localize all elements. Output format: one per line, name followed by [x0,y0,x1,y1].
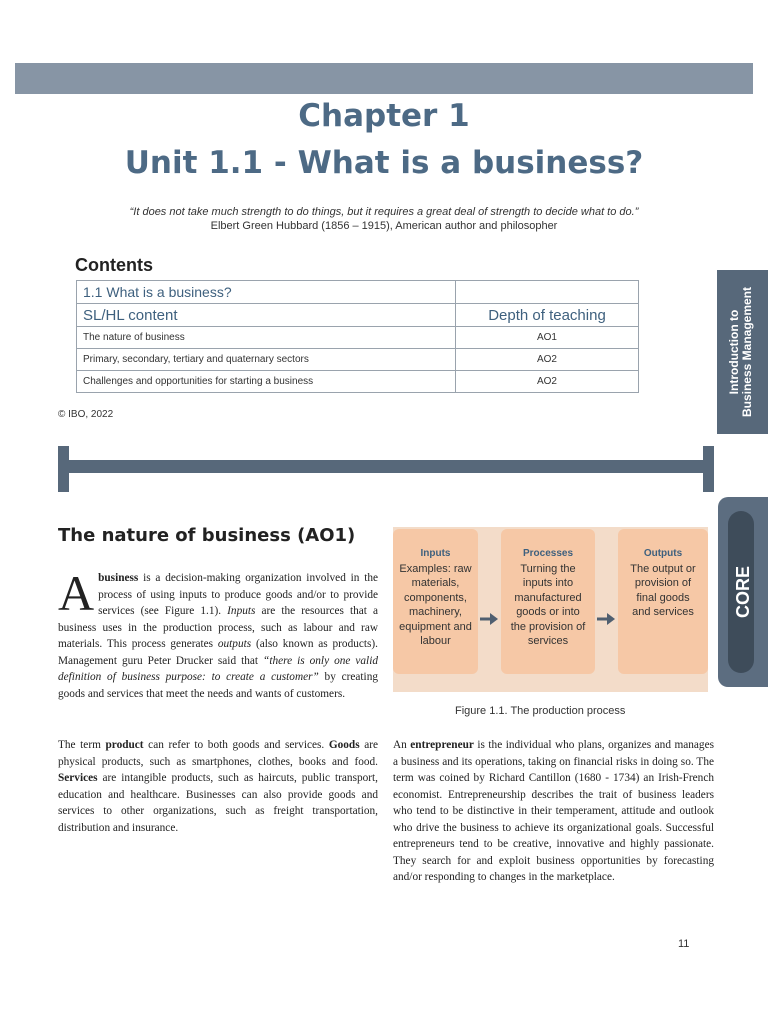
epigraph-quote: “It does not take much strength to do things, but it requires a great deal of strength to decide what to do.” [129,206,639,218]
term-goods: Goods [328,739,360,751]
text-run: are physical products, such as smartphones, clothes, books and food. [58,739,378,768]
section-side-tab [717,270,768,434]
divider-cap-right [703,446,714,492]
term-services: Services [58,772,98,784]
paragraph-products [58,737,378,836]
processes-text: Turning the inputs into manufactured goods or into the provision of services [510,562,586,647]
text-run: (also known as products). Management guru Peter Drucker said that [58,638,378,667]
term-product: product [105,739,144,751]
side-tab-label [717,270,768,434]
inputs-heading: Inputs [420,548,451,559]
section-heading: The nature of business (AO1) [58,525,356,546]
paragraph-business-definition [58,565,378,702]
production-process-figure [393,527,708,692]
chapter-title: Chapter 1 [298,98,470,134]
text-run: is a decision-making organization involved in the process of using inputs to produce goods and/or to provide services (see Figure 1.1). [98,572,378,617]
row-depth: AO2 [456,349,639,371]
processes-heading: Processes [522,548,574,559]
row-topic: Primary, secondary, tertiary and quaternary sectors [77,349,456,371]
divider-cap-left [58,446,69,492]
row-depth: AO1 [456,327,639,349]
outputs-text: The output or provision of final goods and services [630,562,696,618]
text-run: The term [58,739,106,751]
epigraph-author: Elbert Green Hubbard (1856 – 1915), American author and philosopher [210,220,558,232]
inputs-box [393,529,478,674]
term-outputs: outputs [217,638,252,650]
column-header-content: SL/HL content [77,304,456,327]
text-run: by creating goods and services that meet the needs and wants of customers. [58,671,378,700]
arrow-right-icon [596,612,616,626]
outputs-box [618,529,708,674]
row-topic: Challenges and opportunities for starting a business [77,371,456,393]
unit-title: Unit 1.1 - What is a business? [124,145,644,181]
side-tab-line1: Introduction to [727,309,741,395]
text-run: are intangible products, such as haircuts, public transport, education and healthcare. Businesses can also provide goods and services to other organizations, such as freight transportation, distribution and insurance. [58,772,378,834]
text-run: are the resources that a business uses in the production process, such as labour and raw materials. This process generates [58,605,378,650]
core-tab-label: CORE [733,566,753,619]
core-tab [718,497,768,687]
contents-table-title-empty [456,281,639,304]
header-bar [15,63,753,94]
column-header-depth: Depth of teaching [456,304,639,327]
table-row [77,327,639,349]
row-depth: AO2 [456,371,639,393]
table-row [77,349,639,371]
text-run: can refer to both goods and services. [143,739,329,751]
side-tab-line2: Business Management [740,286,754,418]
page-number: 11 [678,938,690,950]
arrow-right-icon [479,612,499,626]
text-run: is the individual who plans, organizes and manages a business and its operations, taking on financial risks in doing so. The term was coined by Richard Cantillon (1680 - 1734) an Irish-French economist. Entrepreneurship describes the trait of business leaders who tend to be distinctive in their temperament, attitude and outlook who drive the business to achieve its organizational goals. Successful entrepreneurs tend to be creative, innovative and highly passionate. They search for and exploit business opportunities by forecasting and/or responding to changes in the marketplace. [393,739,714,883]
copyright-note: © IBO, 2022 [58,409,114,420]
contents-table-title: 1.1 What is a business? [77,281,456,304]
paragraph-entrepreneur [393,737,714,886]
outputs-heading: Outputs [643,548,683,559]
drop-cap: A [58,565,95,621]
table-row [77,371,639,393]
text-run: An [393,739,411,751]
inputs-text: Examples: raw materials, components, machinery, equipment and labour [399,562,472,647]
figure-caption: Figure 1.1. The production process [455,705,626,717]
contents-table [76,280,639,393]
drucker-quote: “there is only one valid definition of business purpose: to create a customer” [58,654,378,683]
processes-box [501,529,595,674]
divider-bar [58,460,714,473]
contents-heading: Contents [75,255,153,275]
row-topic: The nature of business [77,327,456,349]
term-entrepreneur: entrepreneur [410,739,474,751]
term-business: business [98,572,139,584]
term-inputs: Inputs [227,605,256,617]
